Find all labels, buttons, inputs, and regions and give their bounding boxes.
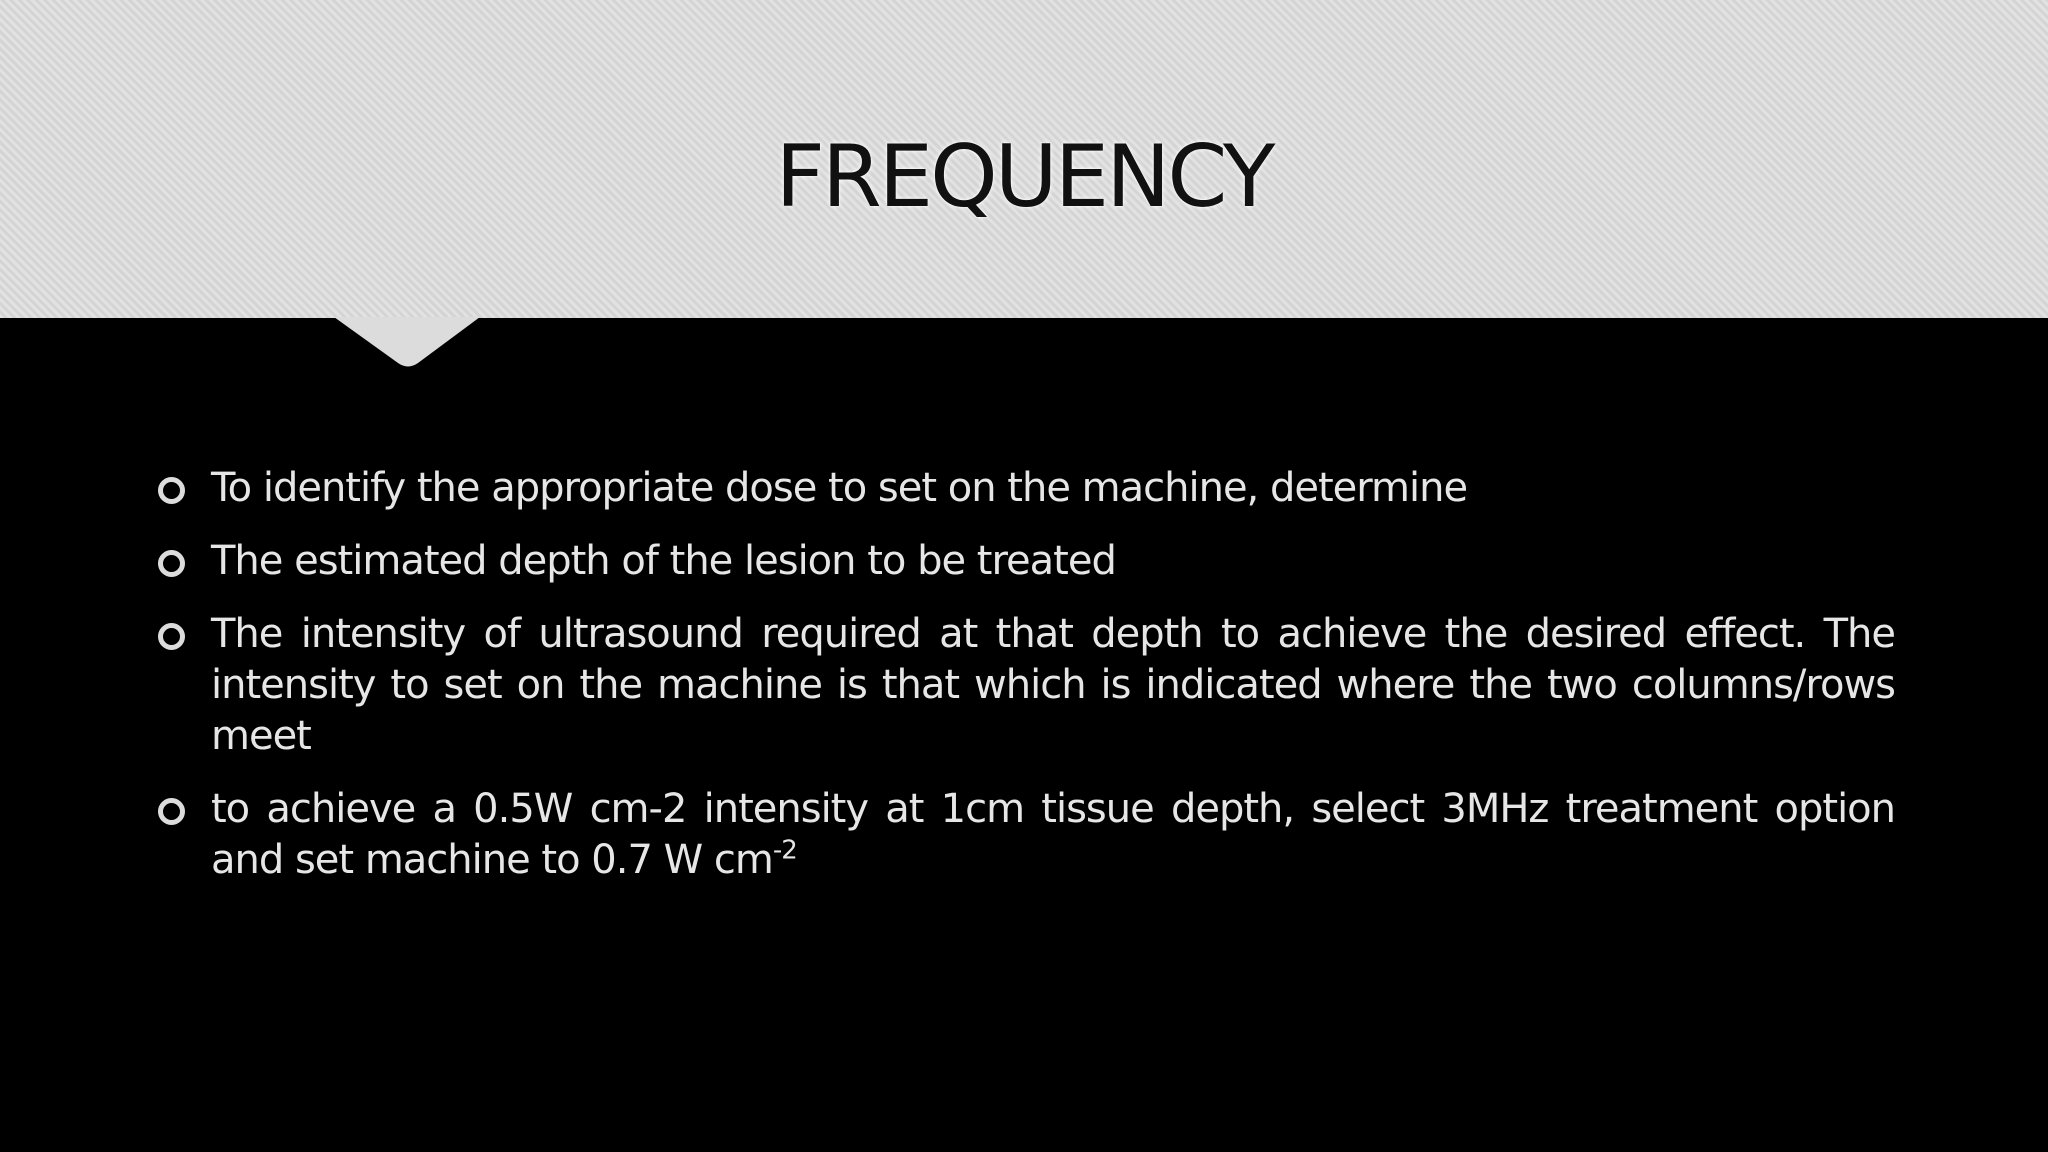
bullet-item <box>155 536 1895 587</box>
title-band-pointer <box>0 317 2048 369</box>
bullet-item <box>155 609 1895 762</box>
bullet-item <box>155 784 1895 886</box>
bullet-text: To identify the appropriate dose to set on the machine, determine <box>211 465 1468 511</box>
bullet-text: The intensity of ultrasound required at that depth to achieve the desired effect. The intensity to set on the machine is that which is indicated where the two columns/rows meet <box>211 611 1895 759</box>
hollow-circle-icon <box>158 623 185 650</box>
bullet-item <box>155 463 1895 514</box>
bullet-text: to achieve a 0.5W cm-2 intensity at 1cm tissue depth, select 3MHz treatment option and set machine to 0.7 W cm <box>211 786 1895 883</box>
bullet-text: The estimated depth of the lesion to be treated <box>211 538 1116 584</box>
hollow-circle-icon <box>158 550 185 577</box>
bullet-list <box>155 463 1895 908</box>
bullet-superscript: -2 <box>772 835 797 866</box>
hollow-circle-icon <box>158 798 185 825</box>
slide-title: FREQUENCY <box>775 127 1273 227</box>
hollow-circle-icon <box>158 477 185 504</box>
